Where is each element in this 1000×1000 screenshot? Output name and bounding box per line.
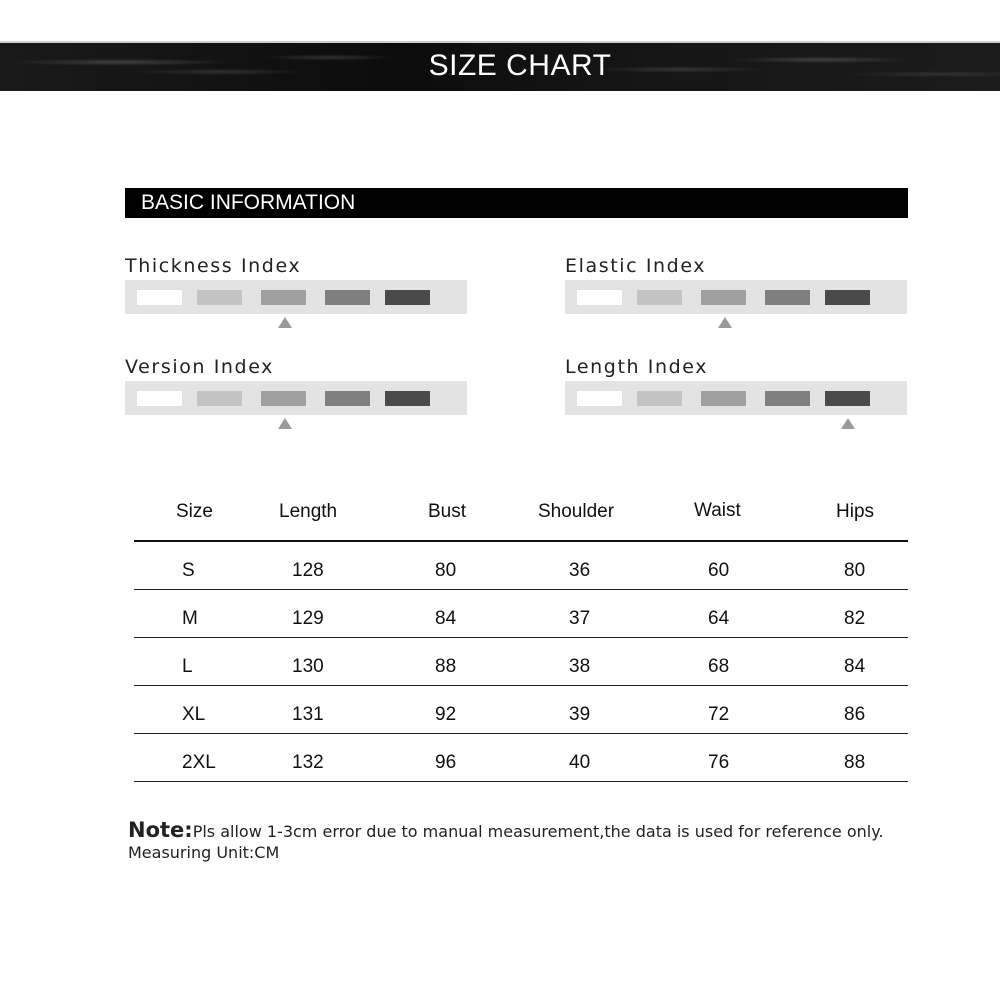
version-scale-swatch-1	[137, 391, 182, 406]
size-table	[134, 490, 908, 782]
table-cell: 68	[708, 656, 730, 677]
table-cell: 131	[292, 704, 324, 725]
table-cell: 84	[435, 608, 457, 629]
table-cell: L	[182, 656, 193, 677]
header-bust: Bust	[428, 501, 467, 522]
measuring-unit: Measuring Unit:CM	[128, 843, 280, 862]
note-text: Pls allow 1-3cm error due to manual measurement,the data is used for reference only.	[192, 822, 884, 841]
basic-information-title: BASIC INFORMATION	[141, 191, 356, 214]
table-cell: 86	[844, 704, 866, 725]
basic-information-bar	[125, 188, 908, 218]
header-hips: Hips	[836, 501, 875, 522]
elastic-level-marker	[718, 317, 732, 328]
elastic-index-label: Elastic Index	[565, 255, 707, 277]
table-cell: 88	[435, 656, 457, 677]
table-row	[134, 638, 908, 686]
table-cell: 92	[435, 704, 457, 725]
thickness-scale-swatch-5	[385, 290, 430, 305]
table-row	[134, 542, 908, 590]
thickness-scale-swatch-2	[197, 290, 242, 305]
table-body	[134, 542, 908, 782]
table-cell: 80	[435, 560, 457, 581]
header-length: Length	[279, 501, 338, 522]
table-cell: 64	[708, 608, 730, 629]
thickness-scale-swatch-3	[261, 290, 306, 305]
table-cell: 2XL	[182, 752, 216, 773]
note	[128, 818, 968, 862]
table-cell: M	[182, 608, 198, 629]
thickness-index-scale	[125, 280, 467, 314]
header-size: Size	[176, 501, 213, 522]
note-separator: :	[184, 818, 193, 842]
thickness-index-label: Thickness Index	[125, 255, 302, 277]
table-cell: 38	[569, 656, 591, 677]
table-cell: 39	[569, 704, 591, 725]
table-row	[134, 734, 908, 782]
version-index-scale	[125, 381, 467, 415]
elastic-scale-swatch-3	[701, 290, 746, 305]
table-cell: XL	[182, 704, 206, 725]
table-cell: 130	[292, 656, 324, 677]
banner-title: SIZE CHART	[428, 49, 612, 82]
length-scale-swatch-3	[701, 391, 746, 406]
table-cell: 84	[844, 656, 866, 677]
table-cell: 36	[569, 560, 591, 581]
elastic-scale-swatch-2	[637, 290, 682, 305]
length-index-label: Length Index	[565, 356, 709, 378]
elastic-scale-swatch-1	[577, 290, 622, 305]
length-scale-swatch-2	[637, 391, 682, 406]
thickness-scale-swatch-1	[137, 290, 182, 305]
version-scale-swatch-5	[385, 391, 430, 406]
table-cell: 129	[292, 608, 324, 629]
elastic-scale-swatch-4	[765, 290, 810, 305]
table-row	[134, 686, 908, 734]
elastic-scale-swatch-5	[825, 290, 870, 305]
table-cell: 132	[292, 752, 324, 773]
table-cell: 82	[844, 608, 866, 629]
table-cell: S	[182, 560, 195, 581]
table-cell: 76	[708, 752, 730, 773]
elastic-index-scale	[565, 280, 907, 314]
version-index-label: Version Index	[125, 356, 275, 378]
table-cell: 88	[844, 752, 866, 773]
length-scale-swatch-5	[825, 391, 870, 406]
note-heading: Note	[128, 818, 185, 842]
version-scale-swatch-3	[261, 391, 306, 406]
table-header-row	[134, 490, 908, 542]
thickness-level-marker	[278, 317, 292, 328]
table-cell: 128	[292, 560, 324, 581]
table-cell: 96	[435, 752, 457, 773]
length-scale-swatch-1	[577, 391, 622, 406]
table-cell: 37	[569, 608, 591, 629]
header-shoulder: Shoulder	[538, 501, 615, 522]
version-scale-swatch-4	[325, 391, 370, 406]
table-row	[134, 590, 908, 638]
table-cell: 40	[569, 752, 591, 773]
table-cell: 80	[844, 560, 866, 581]
length-scale-swatch-4	[765, 391, 810, 406]
version-level-marker	[278, 418, 292, 429]
version-scale-swatch-2	[197, 391, 242, 406]
size-chart-banner	[0, 41, 1000, 91]
length-level-marker	[841, 418, 855, 429]
length-index-scale	[565, 381, 907, 415]
table-cell: 60	[708, 560, 730, 581]
table-cell: 72	[708, 704, 730, 725]
header-waist: Waist	[694, 500, 741, 521]
thickness-scale-swatch-4	[325, 290, 370, 305]
